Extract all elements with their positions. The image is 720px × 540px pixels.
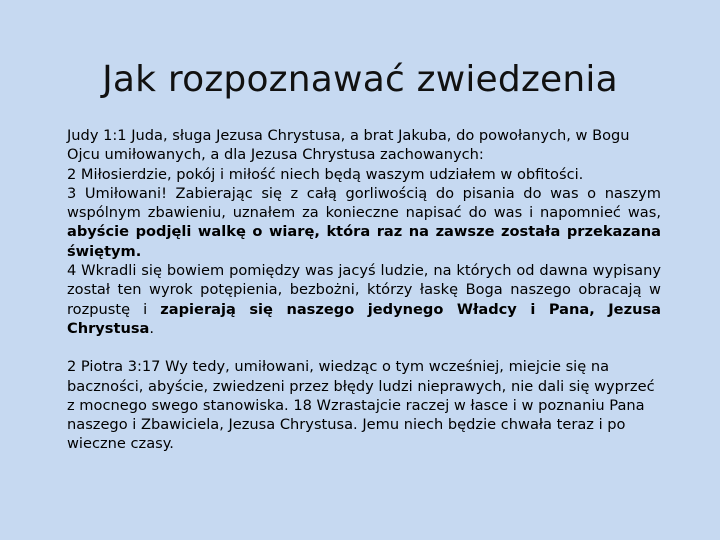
jude-verse-3-emphasis: abyście podjęli walkę o wiarę, która raz na zawsze została przekazana świętym. [67,223,661,260]
peter-passage: 2 Piotra 3:17 Wy tedy, umiłowani, wiedząc o tym wcześniej, miejcie się na baczności, abyście, zwiedzeni przez błędy ludzi nieprawych, nie dali się wyprzeć z mocnego swego stanowiska. 18 Wzrastajcie raczej w łasce i w poznaniu Pana naszego i Zbawiciela, Jezusa Chrystusa. Jemu niech będzie chwała teraz i po wieczne czasy. [67,358,655,453]
jude-verse-4-emphasis: zapierają się naszego jedynego Władcy i Pana, Jezusa Chrystusa [67,300,662,337]
slide-title: Jak rozpoznawać zwiedzenia [102,59,618,100]
paragraph-gap [67,338,661,357]
jude-verse-4-end: . [149,319,155,337]
jude-verse-3 [67,184,661,261]
jude-verse-4 [67,261,661,338]
jude-verse-4-text: 4 Wkradli się bowiem pomiędzy was jacyś ludzie, na których od dawna wypisany został ten wyrok potępienia, bezbożni, którzy łaskę Boga naszego obracają w rozpustę i [67,262,661,318]
jude-verse-1: Judy 1:1 Juda, sługa Jezusa Chrystusa, a brat Jakuba, do powołanych, w Bogu Ojcu umiłowanych, a dla Jezusa Chrystusa zachowanych: [67,127,630,164]
jude-verse-3-text: 3 Umiłowani! Zabierając się z całą gorliwością do pisania do was o naszym wspólnym zbawieniu, uznałem za konieczne napisać do was i napomnieć was, [67,184,661,222]
slide-body [67,126,661,454]
jude-verse-2: 2 Miłosierdzie, pokój i miłość niech będą waszym udziałem w obfitości. [67,165,584,183]
